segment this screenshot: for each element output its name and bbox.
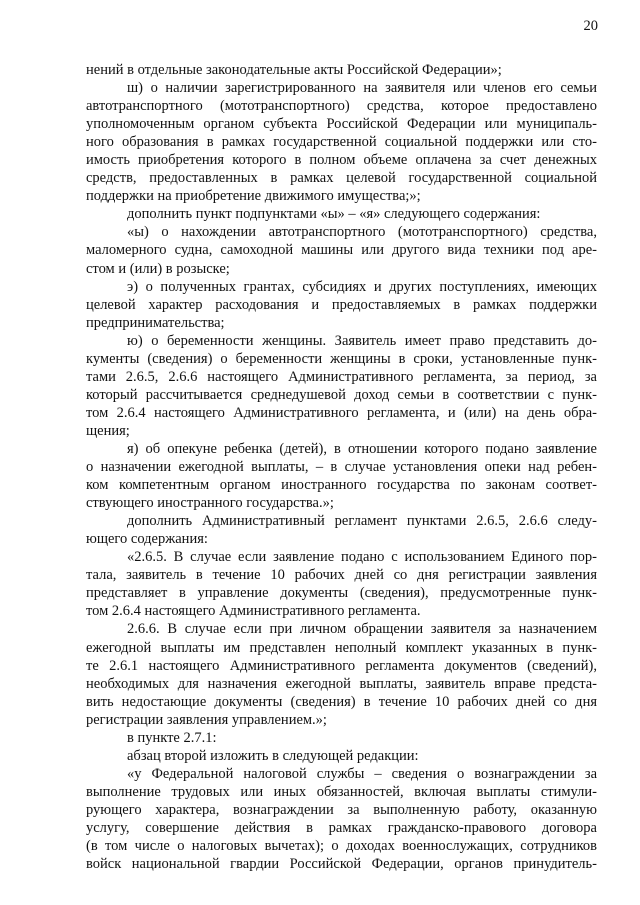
text-line: в пункте 2.7.1: bbox=[127, 729, 217, 746]
text-line: «ы) о нахождении автотранспортного (мототранспортного) средства, bbox=[127, 224, 597, 241]
text-line: тами 2.6.5, 2.6.6 настоящего Административного регламента, за период, за bbox=[86, 368, 597, 385]
text-line: тала, заявитель в течение 10 рабочих дней со дня регистрации заявления bbox=[86, 567, 597, 584]
text-line: который рассчитывается среднедушевой доход семьи в соответствии с пунк- bbox=[86, 386, 597, 403]
text-line: те 2.6.1 настоящего Административного регламента документов (сведений), bbox=[86, 657, 597, 674]
text-line: абзац второй изложить в следующей редакции: bbox=[127, 747, 419, 764]
text-line: ствующего иностранного государства.»; bbox=[86, 495, 334, 512]
text-line: автотранспортного (мототранспортного) средства, которое предоставлено bbox=[86, 98, 597, 115]
text-line: имость приобретения которого в полном объеме оплачена за счет денежных bbox=[86, 152, 597, 169]
text-line: регистрации заявления управлением.»; bbox=[86, 711, 327, 728]
document-body bbox=[86, 61, 597, 873]
text-line: кументы (сведения) о беременности женщины в сроки, установленные пунк- bbox=[86, 350, 597, 367]
text-line: э) о полученных грантах, субсидиях и других поступлениях, имеющих bbox=[127, 278, 597, 295]
text-line: том 2.6.4 настоящего Административного регламента, и (или) на день обра- bbox=[86, 404, 597, 421]
text-line: уполномоченным органом субъекта Российской Федерации или муниципаль- bbox=[86, 116, 597, 133]
text-line: необходимых для назначения ежегодной выплаты, заявитель вправе предста- bbox=[86, 675, 597, 692]
text-line: ком компетентным органом иностранного государства по законам соответ- bbox=[86, 477, 597, 494]
text-line: дополнить пункт подпунктами «ы» – «я» следующего содержания: bbox=[127, 206, 541, 223]
text-line: (в том числе о налоговых вычетах); о доходах военнослужащих, сотрудников bbox=[86, 838, 597, 855]
text-line: маломерного судна, самоходной машины или другого вида техники под аре- bbox=[86, 242, 597, 259]
text-line: дополнить Административный регламент пунктами 2.6.5, 2.6.6 следу- bbox=[127, 513, 597, 530]
text-line: целевой характер расходования и предоставляемых в рамках поддержки bbox=[86, 296, 597, 313]
text-line: вить недостающие документы (сведения) в течение 10 рабочих дней со дня bbox=[86, 693, 597, 710]
text-line: ющего содержания: bbox=[86, 531, 208, 548]
text-line: услугу, совершение действия в рамках гражданско-правового договора bbox=[86, 819, 597, 836]
text-line: выполнение трудовых или иных обязанностей, включая выплаты стимули- bbox=[86, 783, 597, 800]
text-line: ного образования в рамках государственной социальной поддержки или сто- bbox=[86, 134, 597, 151]
text-line: войск национальной гвардии Российской Федерации, органов принудитель- bbox=[86, 856, 597, 873]
text-line: «у Федеральной налоговой службы – сведения о вознаграждении за bbox=[127, 765, 597, 782]
text-line: рующего характера, вознаграждении за выполненную работу, оказанную bbox=[86, 801, 597, 818]
text-line: представляет в управление документы (сведения), предусмотренные пунк- bbox=[86, 585, 597, 602]
text-line: нений в отдельные законодательные акты Российской Федерации»; bbox=[86, 62, 502, 78]
text-line: я) об опекуне ребенка (детей), в отношении которого подано заявление bbox=[127, 440, 597, 457]
text-line: предпринимательства; bbox=[86, 314, 225, 331]
text-line: 2.6.6. В случае если при личном обращении заявителя за назначением bbox=[127, 621, 597, 638]
text-line: «2.6.5. В случае если заявление подано с использованием Единого пор- bbox=[127, 549, 597, 566]
text-line: том 2.6.4 настоящего Административного регламента. bbox=[86, 603, 421, 620]
text-line: стом и (или) в розыске; bbox=[86, 260, 230, 277]
page-number: 20 bbox=[583, 18, 598, 34]
text-line: ежегодной выплаты им представлен неполный комплект указанных в пунк- bbox=[86, 639, 597, 656]
text-line: ю) о беременности женщины. Заявитель имеет право представить до- bbox=[127, 332, 597, 349]
text-line: о назначении ежегодной выплаты, – в случае установления опеки над ребен- bbox=[86, 459, 597, 476]
text-line: поддержки на приобретение движимого имущества;»; bbox=[86, 188, 421, 205]
text-line: средств, предоставленных в рамках целевой государственной социальной bbox=[86, 170, 597, 187]
text-line: щения; bbox=[86, 422, 130, 439]
text-line: ш) о наличии зарегистрированного на заявителя или членов его семьи bbox=[127, 80, 597, 97]
